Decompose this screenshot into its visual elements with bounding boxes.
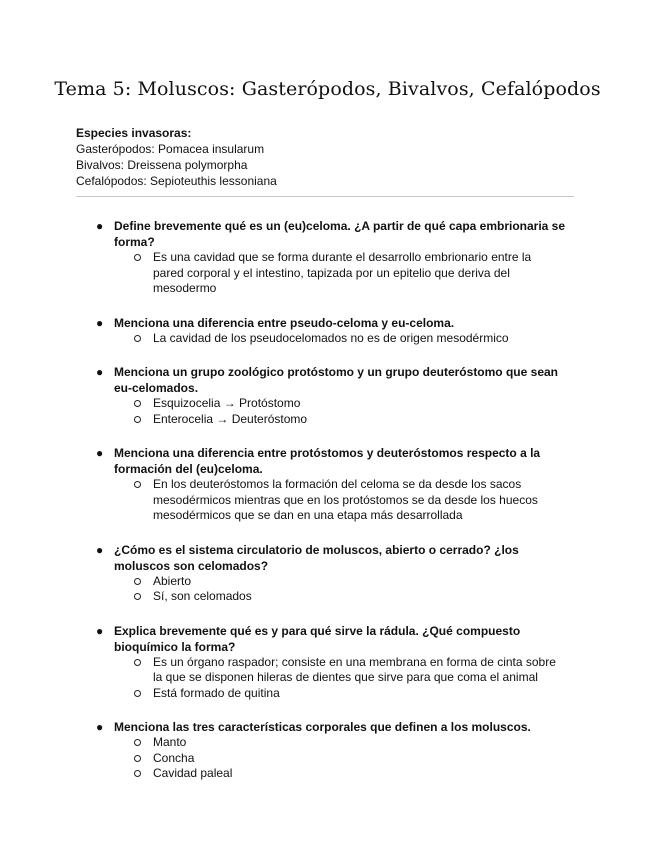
- answer-text: La cavidad de los pseudocelomados no es de origen mesodérmico: [153, 330, 509, 345]
- hollow-bullet-icon: [134, 578, 141, 585]
- bullet-icon: ●: [96, 623, 104, 638]
- invasive-species-heading: Especies invasoras:: [76, 126, 192, 140]
- bullet-icon: ●: [96, 720, 104, 734]
- question-label: Menciona una diferencia entre pseudo-celoma y eu-celoma.: [114, 315, 455, 330]
- hollow-bullet-icon: [134, 400, 141, 407]
- hollow-bullet-icon: [134, 755, 141, 762]
- question-text: [76, 719, 566, 735]
- question-label: Menciona un grupo zoológico protóstomo y un grupo deuteróstomo que sean eu-celomados.: [114, 365, 558, 395]
- bullet-icon: ●: [96, 542, 104, 557]
- hollow-bullet-icon: [134, 770, 141, 777]
- question-item: [76, 364, 576, 427]
- question-item: [76, 218, 576, 297]
- answer-item: [76, 396, 565, 412]
- question-label: Menciona las tres características corporales que definen a los moluscos.: [114, 720, 531, 734]
- question-item: [76, 719, 576, 782]
- question-list: [76, 218, 576, 800]
- question-item: [76, 445, 576, 524]
- question-item: [76, 623, 576, 702]
- bullet-icon: ●: [96, 446, 104, 460]
- answer-item: [76, 574, 565, 590]
- answer-list: [76, 250, 576, 297]
- intro-line-cephalopods: Cefalópodos: Sepioteuthis lessoniana: [76, 174, 277, 188]
- answer-list: [76, 396, 576, 427]
- answer-list: [76, 331, 576, 347]
- intro-line-bivalves: Bivalvos: Dreissena polymorpha: [76, 158, 248, 172]
- hollow-bullet-icon: [134, 593, 141, 600]
- answer-text: Está formado de quitina: [153, 685, 280, 700]
- answer-item: [76, 477, 565, 524]
- bullet-icon: ●: [96, 365, 104, 379]
- answer-text: Sí, son celomados: [153, 589, 252, 603]
- answer-text: Enterocelia → Deuteróstomo: [153, 411, 308, 426]
- question-label: Explica brevemente qué es y para qué sirve la rádula. ¿Qué compuesto bioquímico la forma?: [114, 623, 521, 654]
- answer-list: [76, 655, 576, 702]
- invasive-species-block: [76, 125, 277, 189]
- hollow-bullet-icon: [134, 254, 141, 261]
- answer-list: [76, 735, 576, 782]
- answer-item: [76, 331, 565, 347]
- question-item: [76, 315, 576, 347]
- answer-text: Es un órgano raspador; consiste en una membrana en forma de cinta sobre la que se disponen hileras de dientes que sirve para que coma el animal: [153, 654, 556, 684]
- question-label: Menciona una diferencia entre protóstomos y deuteróstomos respecto a la formación del (eu)celoma.: [114, 446, 541, 476]
- horizontal-divider: [76, 196, 574, 197]
- answer-item: [76, 412, 565, 428]
- answer-text: Cavidad paleal: [153, 766, 233, 780]
- answer-text: Es una cavidad que se forma durante el desarrollo embrionario entre la pared corporal y el intestino, tapizada por un epitelio que deriva del mesodermo: [153, 250, 532, 295]
- question-label: ¿Cómo es el sistema circulatorio de moluscos, abierto o cerrado? ¿los moluscos son celomados?: [114, 542, 519, 573]
- answer-item: [76, 751, 565, 767]
- answer-text: Abierto: [153, 573, 192, 588]
- answer-text: En los deuteróstomos la formación del celoma se da desde los sacos mesodérmicos mientras que en los protóstomos se da desde los huecos mesodérmicos que se dan en una etapa más desarrollada: [153, 477, 538, 522]
- intro-line-gastropods: Gasterópodos: Pomacea insularum: [76, 142, 265, 156]
- answer-list: [76, 477, 576, 524]
- answer-item: [76, 735, 565, 751]
- question-text: [76, 364, 566, 396]
- bullet-icon: ●: [96, 219, 104, 233]
- hollow-bullet-icon: [134, 659, 141, 666]
- question-text: [76, 445, 566, 477]
- question-text: [76, 542, 566, 574]
- hollow-bullet-icon: [134, 335, 141, 342]
- hollow-bullet-icon: [134, 416, 141, 423]
- answer-text: Concha: [153, 750, 195, 765]
- answer-item: [76, 250, 565, 297]
- answer-list: [76, 574, 576, 605]
- question-text: [76, 315, 566, 331]
- answer-item: [76, 686, 565, 702]
- answer-text: Esquizocelia → Protóstomo: [153, 396, 301, 410]
- question-text: [76, 218, 566, 250]
- answer-item: [76, 655, 565, 686]
- hollow-bullet-icon: [134, 481, 141, 488]
- hollow-bullet-icon: [134, 739, 141, 746]
- page-title: Tema 5: Moluscos: Gasterópodos, Bivalvos, Cefalópodos: [54, 78, 601, 100]
- answer-item: [76, 589, 565, 605]
- bullet-icon: ●: [96, 315, 104, 330]
- answer-item: [76, 766, 565, 782]
- question-text: [76, 623, 566, 655]
- hollow-bullet-icon: [134, 690, 141, 697]
- question-label: Define brevemente qué es un (eu)celoma. ¿A partir de qué capa embrionaria se forma?: [114, 219, 566, 249]
- question-item: [76, 542, 576, 605]
- answer-text: Manto: [153, 735, 187, 749]
